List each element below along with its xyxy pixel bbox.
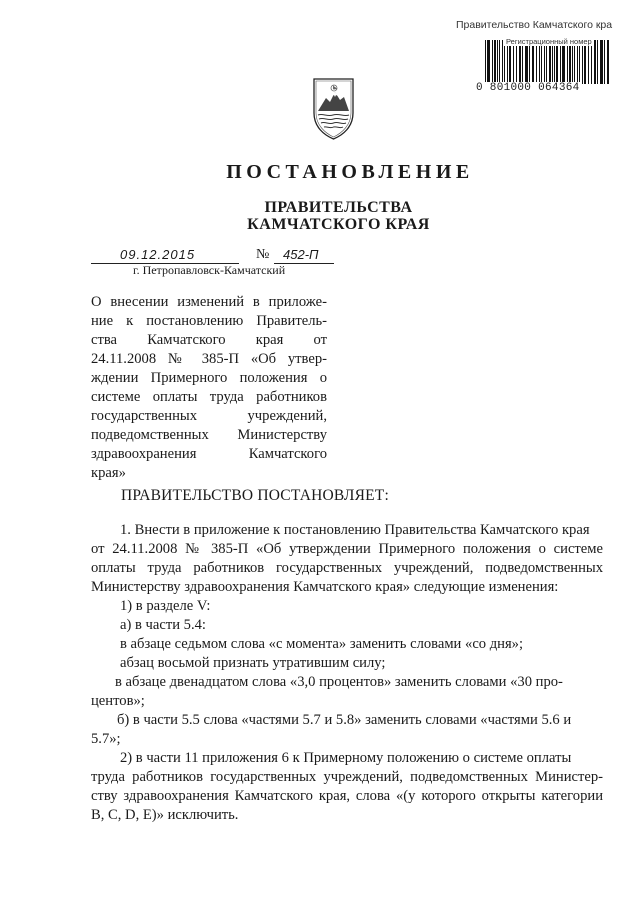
body-line: труда работников государственных учреждений, подведомственных Министер- <box>91 769 603 785</box>
barcode-bar <box>588 40 589 84</box>
barcode-bar <box>546 40 547 84</box>
barcode-bar <box>556 40 558 84</box>
barcode-bar <box>522 40 523 84</box>
subject-line: ства Камчатского края от <box>91 332 327 348</box>
subject-line: ждении Примерного положения о <box>91 370 327 386</box>
body-line: оплаты труда работников государственных учреждений, подведомственных <box>91 560 603 576</box>
barcode-bar <box>499 40 500 84</box>
body-line: абзац восьмой признать утратившим силу; <box>120 655 386 671</box>
barcode-bar <box>591 40 592 84</box>
barcode-number: 0 801000 064364 <box>476 82 580 94</box>
number-sign: № <box>256 247 270 262</box>
barcode-bar <box>572 40 573 84</box>
barcode-bar <box>554 40 555 84</box>
barcode-bar <box>594 40 596 84</box>
barcode-bar <box>513 40 514 84</box>
subject-line: 24.11.2008 № 385-П «Об утвер- <box>91 351 327 367</box>
kamchatka-coat-of-arms-icon <box>311 77 356 140</box>
barcode-bar <box>569 40 571 84</box>
barcode-bar <box>560 40 561 84</box>
body-line: 1) в разделе V: <box>120 598 211 614</box>
barcode-bar <box>607 40 609 84</box>
subject-line: подведомственных Министерству <box>91 427 327 443</box>
barcode <box>481 40 612 84</box>
barcode-bar <box>541 40 542 84</box>
barcode-bar <box>529 40 530 84</box>
body-line: В, С, D, Е)» исключить. <box>91 807 239 823</box>
body-line: 2) в части 11 приложения 6 к Примерному положению о системе оплаты <box>120 750 572 766</box>
barcode-bar <box>539 40 540 84</box>
body-line: а) в части 5.4: <box>120 617 206 633</box>
barcode-bar <box>567 40 568 84</box>
subject-line: ние к постановлению Правитель- <box>91 313 327 329</box>
barcode-bar <box>516 40 517 84</box>
barcode-bar <box>487 40 490 84</box>
barcode-bar <box>507 40 508 84</box>
barcode-bar <box>579 40 580 84</box>
document-type-heading: ПОСТАНОВЛЕНИЕ <box>226 161 474 183</box>
barcode-bar <box>604 40 605 84</box>
barcode-bar <box>544 40 545 84</box>
barcode-bar <box>532 40 534 84</box>
subject-line: О внесении изменений в приложе- <box>91 294 327 310</box>
barcode-bar <box>582 40 583 84</box>
barcode-caption: Регистрационный номер <box>506 37 592 46</box>
barcode-bar <box>584 40 586 84</box>
decree-heading: ПРАВИТЕЛЬСТВО ПОСТАНОВЛЯЕТ: <box>121 487 389 504</box>
barcode-bar <box>597 40 598 84</box>
issuing-city: г. Петропавловск-Камчатский <box>133 263 286 277</box>
body-line: центов»; <box>91 693 145 709</box>
barcode-bar <box>485 40 486 84</box>
barcode-bar <box>519 40 521 84</box>
document-body <box>91 521 603 825</box>
subject-line: края» <box>91 465 126 481</box>
barcode-bar <box>494 40 496 84</box>
body-line: от 24.11.2008 № 385-П «Об утверждении Примерного положения о системе <box>91 541 603 557</box>
subject-line: государственных учреждений, <box>91 408 327 424</box>
issuer-heading-line1: ПРАВИТЕЛЬСТВА <box>264 199 413 216</box>
barcode-bar <box>536 40 537 84</box>
document-date: 09.12.2015 <box>120 247 196 262</box>
subject-line: здравоохранения Камчатского <box>91 446 327 462</box>
body-line: 5.7»; <box>91 731 121 747</box>
barcode-bar <box>600 40 603 84</box>
barcode-bar <box>562 40 565 84</box>
barcode-bar <box>552 40 553 84</box>
document-number: 452-П <box>283 247 319 262</box>
barcode-bar <box>574 40 575 84</box>
body-line: ству здравоохранения Камчатского края, слова «(у которого открыты категории <box>91 788 603 804</box>
body-line: 1. Внести в приложение к постановлению Правительства Камчатского края <box>120 522 590 538</box>
barcode-bar <box>525 40 528 84</box>
body-line: Министерству здравоохранения Камчатского края» следующие изменения: <box>91 579 559 595</box>
barcode-bar <box>502 40 503 84</box>
body-line: в абзаце седьмом слова «с момента» заменить словами «со дня»; <box>120 636 524 652</box>
barcode-bar <box>492 40 493 84</box>
stamp-title: Правительство Камчатского кра <box>456 19 613 31</box>
barcode-bar <box>497 40 498 84</box>
subject-line: системе оплаты труда работников <box>91 389 327 405</box>
body-line: б) в части 5.5 слова «частями 5.7 и 5.8» заменить словами «частями 5.6 и <box>117 712 572 728</box>
body-line: в абзаце двенадцатом слова «3,0 процентов» заменить словами «30 про- <box>115 674 563 690</box>
barcode-bar <box>504 40 505 84</box>
document-subject <box>91 293 327 483</box>
barcode-bar <box>577 40 578 84</box>
issuer-heading-line2: КАМЧАТСКОГО КРАЯ <box>247 216 430 233</box>
barcode-bar <box>549 40 551 84</box>
barcode-bar <box>509 40 511 84</box>
